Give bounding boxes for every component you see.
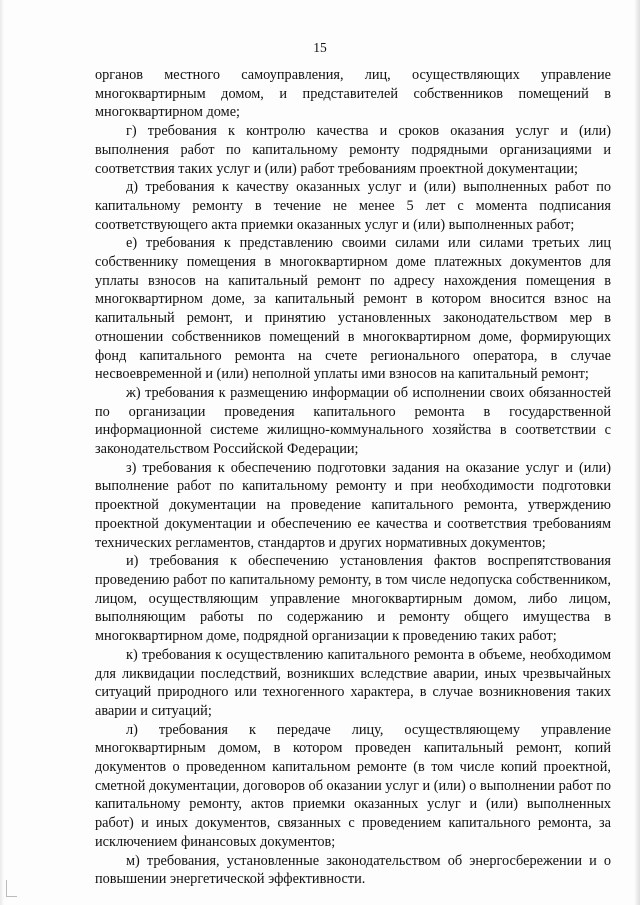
paragraph-l: л) требования к передаче лицу, осуществляющему управление многоквартирным домом, в котором проведен капитальный ремонт, копий документов о проведенном капитальном ремонте (в том числе копий проектной, сметной документации, договоров об оказании услуг и (или) о выполнении работ по капитальному ремонту, актов приемки оказанных услуг и (или) выполненных работ) и иных документов, связанных с проведением капитального ремонта, за исключением финансовых документов; <box>95 721 611 850</box>
scan-shadow-right <box>634 0 640 905</box>
paragraph-g: г) требования к контролю качества и сроков оказания услуг и (или) выполнения работ по капитальному ремонту подрядными организациями и соответствия таких услуг и (или) работ требованиям проектной документации; <box>95 123 611 177</box>
paragraph-i: и) требования к обеспечению установления фактов воспрепятствования проведению работ по капитальному ремонту, в том числе недопуска собственником, лицом, осуществляющим управление многоквартирным домом, либо лицом, выполняющим работы по содержанию и ремонту общего имущества в многоквартирном доме, подрядной организации к проведению таких работ; <box>95 553 611 645</box>
document-body <box>95 66 611 889</box>
paragraph-e: е) требования к представлению своими силами или силами третьих лиц собственнику помещения в многоквартирном доме платежных документов для уплаты взносов на капитальный ремонт по адресу нахождения помещения в многоквартирном доме, за капитальный ремонт в котором вносится взнос на капитальный ремонт, и принятию установленных законодательством мер в отношении собственников помещений в многоквартирном доме, формирующих фонд капитального ремонта на счете регионального оператора, в случае несвоевременной и (или) неполной уплаты ими взносов на капитальный ремонт; <box>95 235 611 383</box>
paragraph-d: д) требования к качеству оказанных услуг и (или) выполненных работ по капитальному ремонту в течение не менее 5 лет с момента подписания соответствующего акта приемки оказанных услуг и (или) выполненных работ; <box>95 179 611 233</box>
paragraph-continuation: органов местного самоуправления, лиц, осуществляющих управление многоквартирным домом, и представителей собственников помещений в многоквартирном доме; <box>95 67 611 121</box>
scan-corner-mark <box>6 880 17 897</box>
paragraph-k: к) требования к осуществлению капитального ремонта в объеме, необходимом для ликвидации последствий, возникших вследствие аварии, иных чрезвычайных ситуаций природного или техногенного характера, в случае возникновения таких аварии и ситуаций; <box>95 646 611 719</box>
paragraph-zh: ж) требования к размещению информации об исполнении своих обязанностей по организации проведения капитального ремонта в государственной информационной системе жилищно-коммунального хозяйства в соответствии с законодательством Российской Федерации; <box>95 384 611 458</box>
paragraph-m: м) требования, установленные законодательством об энергосбережении и о повышении энергетической эффективности. <box>95 852 611 888</box>
paragraph-z: з) требования к обеспечению подготовки задания на оказание услуг и (или) выполнение работ по капитальному ремонту и при необходимости подготовки проектной документации на проведение капитального ремонта, утверждению проектной документации и обеспечению ее качества и соответствия требованиям технических регламентов, стандартов и других нормативных документов; <box>95 459 611 551</box>
page-number: 15 <box>313 40 327 55</box>
scan-shadow-left <box>0 0 4 905</box>
